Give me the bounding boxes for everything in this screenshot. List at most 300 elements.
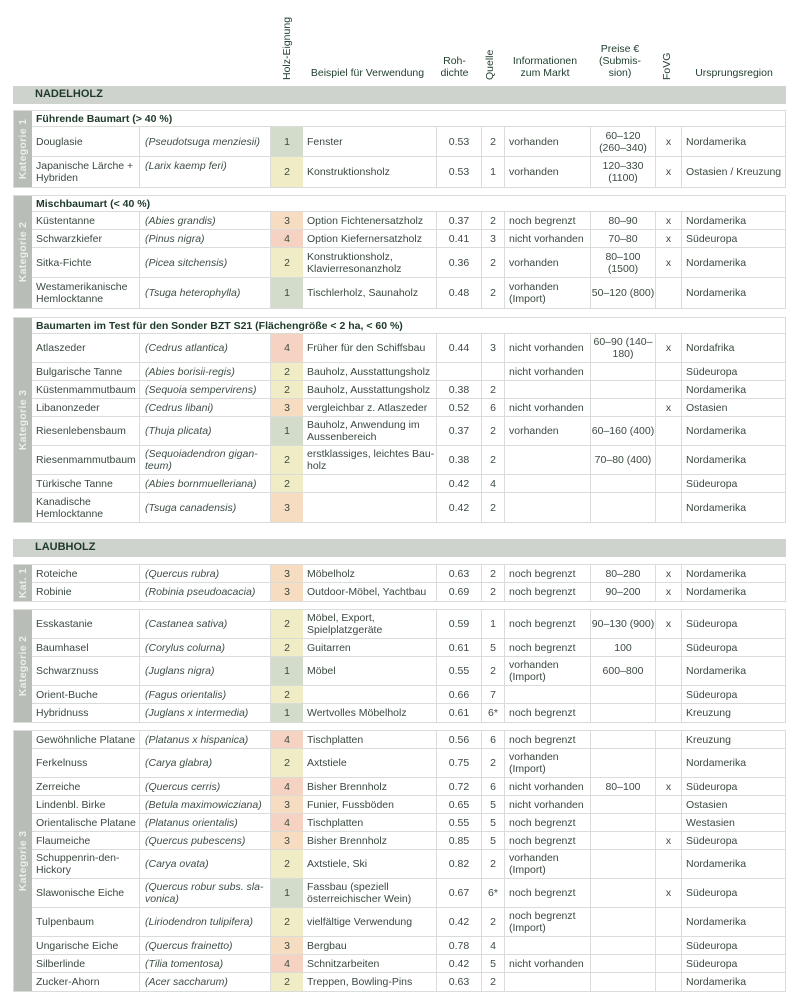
price-cell: 80–280	[591, 565, 656, 582]
source-cell: 2	[482, 657, 505, 685]
market-cell: nicht vorhanden	[505, 230, 591, 247]
source-cell: 1	[482, 610, 505, 638]
rating-cell: 1	[271, 657, 303, 685]
source-cell: 2	[482, 565, 505, 582]
fovg-cell	[656, 814, 682, 831]
price-cell	[591, 796, 656, 813]
price-cell	[591, 973, 656, 991]
region-cell: Südeuropa	[686, 365, 738, 378]
price-cell: 50–120 (800)	[591, 278, 656, 308]
fovg-cell	[656, 686, 682, 703]
fovg-cell: x	[656, 832, 682, 849]
latin-name: (Quercus rubra)	[140, 565, 271, 582]
table-row	[32, 657, 785, 686]
price-cell: 90–130 (900)	[591, 610, 656, 638]
table-row	[32, 399, 785, 417]
species-name: Kanadische Hemlocktanne	[32, 493, 140, 522]
fovg-cell	[656, 278, 682, 308]
rating-cell: 2	[271, 973, 303, 991]
rating-cell: 1	[271, 879, 303, 907]
fovg-cell	[656, 937, 682, 954]
col-quelle: Quelle	[484, 49, 496, 80]
region-cell: Südeuropa	[686, 688, 738, 701]
density-cell: 0.65	[437, 796, 482, 813]
price-cell	[591, 475, 656, 492]
density-cell: 0.38	[437, 381, 482, 398]
rating-cell: 4	[271, 955, 303, 972]
density-cell: 0.61	[437, 704, 482, 722]
source-cell: 5	[482, 832, 505, 849]
species-name: Orientalische Platane	[32, 814, 140, 831]
source-cell: 6	[482, 778, 505, 795]
source-cell: 2	[482, 493, 505, 522]
market-cell	[505, 686, 591, 703]
table-row	[32, 749, 785, 778]
rating-cell: 2	[271, 850, 303, 878]
use-cell: Guitarren	[303, 639, 437, 656]
region-cell: Kreuzung	[686, 733, 731, 746]
market-cell: nicht vorhanden	[505, 955, 591, 972]
density-cell: 0.75	[437, 749, 482, 777]
region-cell: Südeuropa	[686, 232, 738, 245]
species-name: Küstenmammutbaum	[32, 381, 140, 398]
table-row	[32, 157, 785, 187]
fovg-cell	[656, 731, 682, 748]
species-name: Sitka-Fichte	[32, 248, 140, 277]
latin-name: (Tsuga heterophylla)	[140, 278, 271, 308]
latin-name: (Abies borisii-regis)	[140, 363, 271, 380]
table-row	[32, 417, 785, 446]
fovg-cell	[656, 639, 682, 656]
market-cell: noch begrenzt	[505, 814, 591, 831]
use-cell: Bergbau	[303, 937, 437, 954]
density-cell: 0.72	[437, 778, 482, 795]
density-cell: 0.36	[437, 248, 482, 277]
market-cell: noch begrenzt (Import)	[505, 908, 591, 936]
table-row	[32, 796, 785, 814]
density-cell: 0.42	[437, 955, 482, 972]
species-name: Orient-Buche	[32, 686, 140, 703]
rating-cell: 3	[271, 832, 303, 849]
fovg-cell: x	[656, 610, 682, 638]
source-cell: 1	[482, 157, 505, 187]
price-cell: 100	[591, 639, 656, 656]
region-cell: Nordamerika	[686, 383, 747, 396]
fovg-cell: x	[656, 399, 682, 416]
col-informationen: Informationen zum Markt	[512, 55, 578, 79]
market-cell: vorhanden (Import)	[505, 749, 591, 777]
market-cell: noch begrenzt	[505, 212, 591, 229]
category-label: Kategorie 3	[14, 731, 32, 991]
density-cell: 0.44	[437, 334, 482, 362]
species-name: Esskastanie	[32, 610, 140, 638]
density-cell: 0.37	[437, 212, 482, 229]
price-cell: 60–90 (140–180)	[591, 334, 656, 362]
species-name: Schwarznuss	[32, 657, 140, 685]
species-name: Ferkelnuss	[32, 749, 140, 777]
source-cell: 3	[482, 334, 505, 362]
latin-name: (Acer saccharum)	[140, 973, 271, 991]
source-cell: 4	[482, 937, 505, 954]
latin-name: (Corylus colurna)	[140, 639, 271, 656]
species-name: Hybridnuss	[32, 704, 140, 722]
density-cell: 0.37	[437, 417, 482, 445]
table-row	[32, 381, 785, 399]
latin-name: (Carya glabra)	[140, 749, 271, 777]
source-cell: 2	[482, 908, 505, 936]
table-header	[0, 0, 800, 85]
category-group	[13, 564, 786, 602]
table-row	[32, 879, 785, 908]
market-cell	[505, 381, 591, 398]
price-cell: 70–80 (400)	[591, 446, 656, 474]
fovg-cell	[656, 381, 682, 398]
region-cell: Kreuzung	[686, 707, 731, 719]
species-name: Zerreiche	[32, 778, 140, 795]
category-label: Kategorie 3	[14, 318, 32, 522]
fovg-cell: x	[656, 583, 682, 601]
region-cell: Nordamerika	[686, 916, 747, 928]
category-group	[13, 609, 786, 723]
density-cell: 0.55	[437, 814, 482, 831]
table-row	[32, 973, 785, 991]
source-cell: 2	[482, 417, 505, 445]
price-cell: 80–90	[591, 212, 656, 229]
density-cell: 0.82	[437, 850, 482, 878]
use-cell: Früher für den Schiffsbau	[303, 334, 437, 362]
rating-cell: 1	[271, 278, 303, 308]
price-cell	[591, 955, 656, 972]
use-cell: Axtstiele, Ski	[303, 850, 437, 878]
price-cell	[591, 704, 656, 722]
density-cell	[437, 363, 482, 380]
source-cell: 2	[482, 749, 505, 777]
species-name: Westamerikanische Hemlocktanne	[32, 278, 140, 308]
latin-name: (Pseudotsuga menziesii)	[140, 127, 271, 156]
rating-cell: 2	[271, 610, 303, 638]
latin-name: (Robinia pseudoacacia)	[140, 583, 271, 601]
section-bar-nadelholz	[13, 86, 786, 104]
fovg-cell: x	[656, 565, 682, 582]
rating-cell: 1	[271, 417, 303, 445]
species-name: Japanische Lärche + Hybriden	[32, 157, 140, 187]
rating-cell: 3	[271, 583, 303, 601]
density-cell: 0.61	[437, 639, 482, 656]
density-cell: 0.69	[437, 583, 482, 601]
table-row	[32, 278, 785, 308]
rating-cell: 2	[271, 475, 303, 492]
market-cell: noch begrenzt	[505, 610, 591, 638]
table-row	[32, 230, 785, 248]
fovg-cell	[656, 796, 682, 813]
species-name: Lindenbl. Birke	[32, 796, 140, 813]
col-holz-eignung: Holz-Eignung	[281, 16, 293, 80]
table-row	[32, 565, 785, 583]
price-cell	[591, 749, 656, 777]
use-cell: vergleichbar z. Atlaszeder	[303, 399, 437, 416]
source-cell: 2	[482, 381, 505, 398]
source-cell: 4	[482, 475, 505, 492]
density-cell: 0.63	[437, 565, 482, 582]
table-row	[32, 127, 785, 157]
market-cell	[505, 475, 591, 492]
latin-name: (Abies grandis)	[140, 212, 271, 229]
price-cell	[591, 850, 656, 878]
latin-name: (Picea sitchensis)	[140, 248, 271, 277]
region-cell: Südeuropa	[686, 939, 738, 952]
table-row	[32, 446, 785, 475]
species-name: Riesenlebensbaum	[32, 417, 140, 445]
category-group	[13, 195, 786, 309]
species-name: Gewöhnliche Platane	[32, 731, 140, 748]
fovg-cell: x	[656, 230, 682, 247]
use-cell	[303, 686, 437, 703]
region-cell: Nordamerika	[686, 665, 747, 677]
rating-cell: 4	[271, 334, 303, 362]
rating-cell: 2	[271, 639, 303, 656]
rating-cell: 2	[271, 908, 303, 936]
price-cell: 80–100 (1500)	[591, 248, 656, 277]
use-cell: Konstruktionsholz	[303, 157, 437, 187]
col-preise: Preise € (Submis- sion)	[598, 43, 641, 79]
region-cell: Südeuropa	[686, 477, 738, 490]
source-cell: 2	[482, 212, 505, 229]
price-cell	[591, 832, 656, 849]
table-row	[32, 363, 785, 381]
use-cell: erstklassiges, leichtes Bau-holz	[303, 446, 437, 474]
use-cell: Bauholz, Ausstattungsholz	[303, 363, 437, 380]
fovg-cell: x	[656, 212, 682, 229]
source-cell: 2	[482, 248, 505, 277]
rating-cell: 2	[271, 363, 303, 380]
table-row	[32, 850, 785, 879]
region-cell: Südeuropa	[686, 957, 738, 970]
latin-name: (Quercus frainetto)	[140, 937, 271, 954]
market-cell	[505, 446, 591, 474]
latin-name: (Quercus cerris)	[140, 778, 271, 795]
price-cell	[591, 399, 656, 416]
price-cell: 600–800	[591, 657, 656, 685]
market-cell	[505, 973, 591, 991]
fovg-cell: x	[656, 248, 682, 277]
use-cell: Bisher Brennholz	[303, 832, 437, 849]
latin-name: (Tsuga canadensis)	[140, 493, 271, 522]
density-cell: 0.56	[437, 731, 482, 748]
market-cell: nicht vorhanden	[505, 334, 591, 362]
fovg-cell	[656, 475, 682, 492]
source-cell: 3	[482, 230, 505, 247]
market-cell: vorhanden	[505, 248, 591, 277]
rating-cell: 4	[271, 814, 303, 831]
region-cell: Südeuropa	[686, 834, 738, 847]
group-subheading: Baumarten im Test für den Sonder BZT S21 (Flächengröße < 2 ha, < 60 %)	[32, 318, 785, 334]
market-cell: vorhanden	[505, 127, 591, 156]
use-cell: Funier, Fussböden	[303, 796, 437, 813]
market-cell: vorhanden (Import)	[505, 278, 591, 308]
latin-name: (Larix kaemp feri)	[140, 157, 271, 187]
rating-cell: 3	[271, 493, 303, 522]
density-cell: 0.78	[437, 937, 482, 954]
region-cell: Nordamerika	[686, 454, 747, 466]
table-row	[32, 639, 785, 657]
rating-cell: 2	[271, 446, 303, 474]
latin-name: (Fagus orientalis)	[140, 686, 271, 703]
rating-cell: 3	[271, 565, 303, 582]
use-cell: Konstruktionsholz, Klavierresonanzholz	[303, 248, 437, 277]
latin-name: (Sequoia sempervirens)	[140, 381, 271, 398]
col-rohdichte: Roh- dichte	[440, 55, 469, 79]
species-name: Silberlinde	[32, 955, 140, 972]
table-row	[32, 493, 785, 522]
rating-cell: 1	[271, 127, 303, 156]
table-row	[32, 334, 785, 363]
fovg-cell	[656, 446, 682, 474]
species-name: Ungarische Eiche	[32, 937, 140, 954]
source-cell: 2	[482, 850, 505, 878]
density-cell: 0.38	[437, 446, 482, 474]
region-cell: Ostasien	[686, 798, 728, 811]
use-cell: Option Fichtenersatzholz	[303, 212, 437, 229]
rating-cell: 2	[271, 749, 303, 777]
source-cell: 7	[482, 686, 505, 703]
market-cell	[505, 493, 591, 522]
price-cell: 60–160 (400)	[591, 417, 656, 445]
col-ursprungsregion: Ursprungsregion	[695, 67, 773, 79]
table-row	[32, 248, 785, 278]
fovg-cell	[656, 908, 682, 936]
market-cell: nicht vorhanden	[505, 363, 591, 380]
col-beispiel: Beispiel für Verwendung	[310, 67, 425, 79]
density-cell: 0.53	[437, 157, 482, 187]
latin-name: (Thuja plicata)	[140, 417, 271, 445]
species-name: Schwarzkiefer	[32, 230, 140, 247]
latin-name: (Platanus orientalis)	[140, 814, 271, 831]
use-cell: Tischlerholz, Saunaholz	[303, 278, 437, 308]
source-cell: 2	[482, 127, 505, 156]
region-cell: Südeuropa	[686, 780, 738, 793]
price-cell: 60–120 (260–340)	[591, 127, 656, 156]
rating-cell: 2	[271, 686, 303, 703]
fovg-cell: x	[656, 157, 682, 187]
region-cell: Ostasien / Kreuzung	[686, 166, 782, 178]
latin-name: (Quercus robur subs. sla-vonica)	[140, 879, 271, 907]
table-row	[32, 908, 785, 937]
table-row	[32, 610, 785, 639]
market-cell: noch begrenzt	[505, 565, 591, 582]
price-cell	[591, 493, 656, 522]
density-cell: 0.53	[437, 127, 482, 156]
source-cell: 2	[482, 973, 505, 991]
category-group	[13, 317, 786, 523]
species-name: Tulpenbaum	[32, 908, 140, 936]
source-cell: 5	[482, 814, 505, 831]
table-row	[32, 212, 785, 230]
rating-cell: 2	[271, 248, 303, 277]
table-row	[32, 778, 785, 796]
market-cell: noch begrenzt	[505, 731, 591, 748]
density-cell: 0.52	[437, 399, 482, 416]
use-cell: Axtstiele	[303, 749, 437, 777]
rating-cell: 2	[271, 157, 303, 187]
density-cell: 0.42	[437, 908, 482, 936]
latin-name: (Quercus pubescens)	[140, 832, 271, 849]
market-cell: vorhanden (Import)	[505, 850, 591, 878]
market-cell: noch begrenzt	[505, 639, 591, 656]
species-name: Baumhasel	[32, 639, 140, 656]
market-cell: noch begrenzt	[505, 704, 591, 722]
use-cell: Möbelholz	[303, 565, 437, 582]
source-cell: 5	[482, 955, 505, 972]
species-name: Türkische Tanne	[32, 475, 140, 492]
density-cell: 0.55	[437, 657, 482, 685]
latin-name: (Castanea sativa)	[140, 610, 271, 638]
latin-name: (Betula maximowicziana)	[140, 796, 271, 813]
species-name: Slawonische Eiche	[32, 879, 140, 907]
fovg-cell	[656, 955, 682, 972]
latin-name: (Carya ovata)	[140, 850, 271, 878]
table-row	[32, 814, 785, 832]
price-cell	[591, 879, 656, 907]
price-cell: 80–100	[591, 778, 656, 795]
source-cell: 6*	[482, 879, 505, 907]
region-cell: Nordamerika	[686, 287, 747, 299]
region-cell: Nordamerika	[686, 214, 747, 227]
species-name: Douglasie	[32, 127, 140, 156]
rating-cell: 3	[271, 399, 303, 416]
price-cell	[591, 381, 656, 398]
latin-name: (Liriodendron tulipifera)	[140, 908, 271, 936]
density-cell: 0.42	[437, 493, 482, 522]
price-cell: 90–200	[591, 583, 656, 601]
fovg-cell: x	[656, 127, 682, 156]
rating-cell: 2	[271, 381, 303, 398]
use-cell: Möbel, Export, Spielplatzgeräte	[303, 610, 437, 638]
table-row	[32, 704, 785, 722]
latin-name: (Platanus x hispanica)	[140, 731, 271, 748]
species-name: Flaumeiche	[32, 832, 140, 849]
price-cell	[591, 363, 656, 380]
use-cell: Tischplatten	[303, 731, 437, 748]
table-row	[32, 731, 785, 749]
category-label: Kategorie 2	[14, 196, 32, 308]
species-name: Schuppenrin-den-Hickory	[32, 850, 140, 878]
fovg-cell	[656, 850, 682, 878]
fovg-cell	[656, 657, 682, 685]
use-cell: Wertvolles Möbelholz	[303, 704, 437, 722]
group-subheading: Mischbaumart (< 40 %)	[32, 196, 785, 212]
price-cell	[591, 814, 656, 831]
fovg-cell	[656, 493, 682, 522]
fovg-cell: x	[656, 334, 682, 362]
source-cell: 2	[482, 278, 505, 308]
region-cell: Nordamerika	[686, 757, 747, 769]
density-cell: 0.59	[437, 610, 482, 638]
fovg-cell	[656, 973, 682, 991]
price-cell	[591, 908, 656, 936]
category-group	[13, 110, 786, 188]
fovg-cell	[656, 417, 682, 445]
category-label: Kat. 1	[14, 565, 32, 601]
density-cell: 0.67	[437, 879, 482, 907]
category-group	[13, 730, 786, 992]
market-cell: vorhanden (Import)	[505, 657, 591, 685]
fovg-cell	[656, 363, 682, 380]
table-row	[32, 475, 785, 493]
col-fovg: FoVG	[661, 52, 673, 80]
fovg-cell	[656, 704, 682, 722]
group-subheading: Führende Baumart (> 40 %)	[32, 111, 785, 127]
region-cell: Westasien	[686, 816, 735, 829]
